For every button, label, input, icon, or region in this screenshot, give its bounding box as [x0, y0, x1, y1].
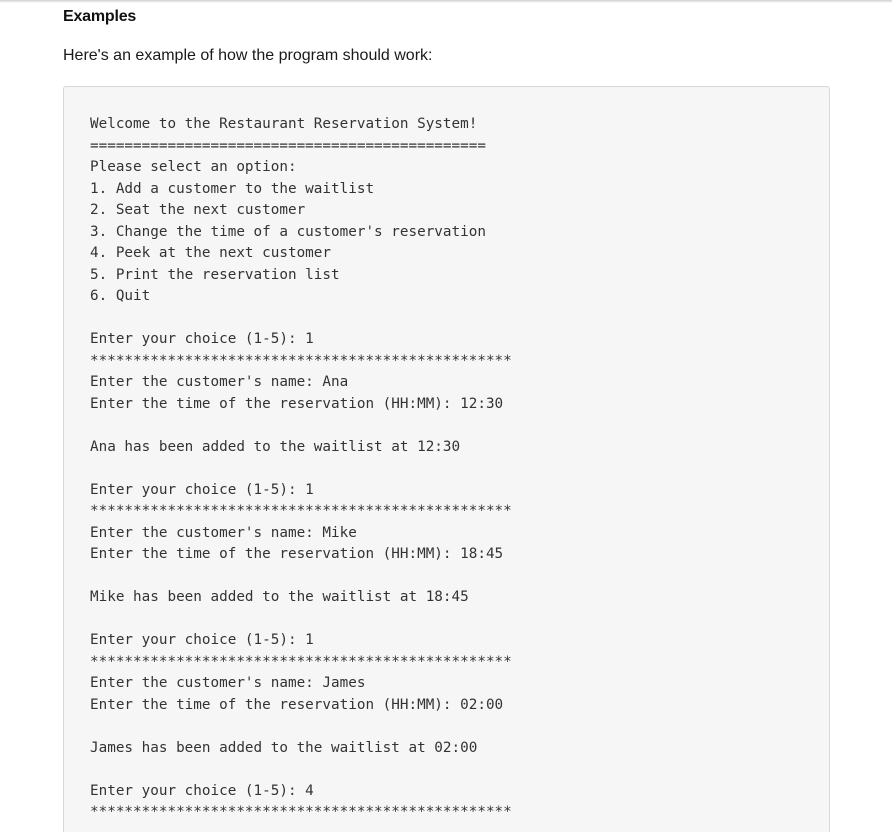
- code-line: 3. Change the time of a customer's reservation: [90, 223, 486, 240]
- code-line: Welcome to the Restaurant Reservation System!: [90, 116, 478, 132]
- code-line: [90, 609, 512, 631]
- code-line: Enter the customer's name: Mike: [90, 524, 357, 541]
- code-line: *************************************************: [90, 653, 512, 670]
- code-line: *************************************************: [90, 804, 512, 820]
- code-line: Enter the customer's name: James: [90, 675, 366, 691]
- top-edge-shadow: [0, 0, 892, 3]
- code-line: 6. Quit: [90, 288, 151, 304]
- code-line: [90, 566, 512, 588]
- intro-text: Here's an example of how the program should work:: [63, 47, 433, 64]
- code-line: 5. Print the reservation list: [90, 266, 340, 283]
- code-line: 1. Add a customer to the waitlist: [90, 180, 375, 197]
- example-code-block: [63, 86, 830, 832]
- code-line: [90, 716, 512, 738]
- code-line: Enter the time of the reservation (HH:MM): 18:45: [90, 546, 504, 562]
- code-line: [90, 308, 512, 330]
- code-line: [90, 415, 512, 437]
- example-output: [90, 114, 512, 824]
- code-line: *************************************************: [90, 503, 512, 519]
- code-line: Enter the customer's name: Ana: [90, 374, 349, 390]
- section-heading: Examples: [63, 8, 137, 25]
- code-line: ==============================================: [90, 137, 486, 154]
- code-line: Enter your choice (1-5): 4: [90, 782, 314, 799]
- code-line: Mike has been added to the waitlist at 18:45: [90, 589, 469, 605]
- code-line: Enter your choice (1-5): 1: [90, 481, 314, 498]
- code-line: *************************************************: [90, 352, 512, 369]
- code-line: Enter your choice (1-5): 1: [90, 632, 314, 648]
- code-line: James has been added to the waitlist at 02:00: [90, 739, 478, 756]
- code-line: [90, 458, 512, 480]
- code-line: 2. Seat the next customer: [90, 202, 306, 218]
- code-line: Please select an option:: [90, 159, 297, 175]
- code-line: Enter the time of the reservation (HH:MM): 02:00: [90, 696, 504, 713]
- code-line: Ana has been added to the waitlist at 12:30: [90, 438, 461, 455]
- code-line: 4. Peek at the next customer: [90, 245, 332, 261]
- code-line: Enter the time of the reservation (HH:MM): 12:30: [90, 395, 504, 412]
- code-line: [90, 759, 512, 781]
- code-line: Enter your choice (1-5): 1: [90, 331, 314, 347]
